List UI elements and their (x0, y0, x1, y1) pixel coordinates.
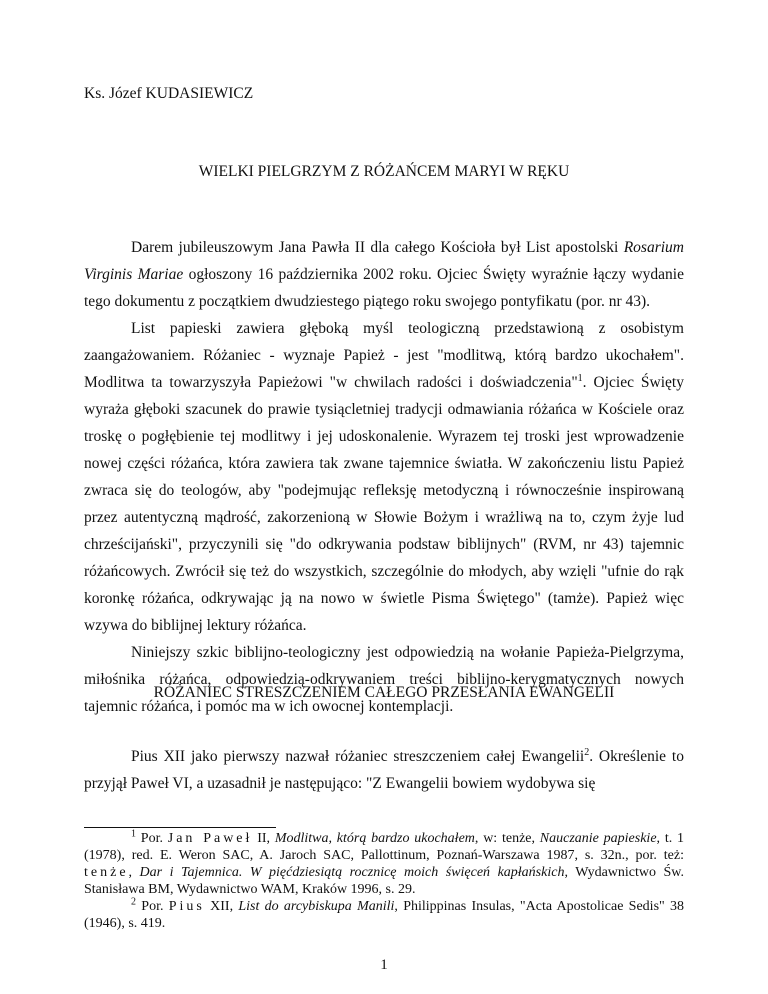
paragraph-2: List papieski zawiera głęboką myśl teologiczną przedstawioną z osobistym zaangażowaniem. Różaniec - wyznaje Papież - jest "modlitwą, którą bardzo ukochałem". Modlitwa ta towarzyszyła Papieżowi "w chwilach radości i doświadczenia"$^1$. Ojciec Święty wyraża głęboki szacunek do prawie tysiącletniej tradycji odmawiania różańca w Kościele oraz troskę o pogłębienie tej modlitwy i jej udoskonalenie. Wyrazem tej troski jest wprowadzenie nowej części różańca, która zawiera tak zwane tajemnice światła. W zakończeniu listu Papież zwraca się do teologów, aby "podejmując refleksję metodyczną i równocześnie inspirowaną przez autentyczną mądrość, zakorzenioną w Słowie Bożym i wrażliwą na to, czym żyje lud chrześcijański", przyczynili się "do odkrywania podstaw biblijnych" (RVM, nr 43) tajemnic różańcowych. Zwrócił się też do wszystkich, szczególnie do młodych, aby wzięli "ufnie do rąk koronkę różańca, odkrywając ją na nowo w świetle Pisma Świętego" (tamże). Papież więc wzywa do biblijnej lektury różańca. (84, 320, 684, 634)
footnote-ref-2[interactable]: 2 (584, 746, 590, 758)
intro-paragraphs (84, 234, 684, 720)
footnote-divider (84, 827, 276, 828)
footnote-2: $^2$ Por. Pius XII, List do arcybiskupa Manili, Philippinas Insulas, "Acta Apostolicae Sedis" 38 (1946), s. 419. (84, 896, 685, 931)
section-heading: RÓŻANIEC STRESZCZENIEM CAŁEGO PRZESŁANIA EWANGELII (153, 684, 615, 701)
article-title: WIELKI PIELGRZYM Z RÓŻAŃCEM MARYI W RĘKU (198, 163, 570, 180)
paragraph-4: Pius XII jako pierwszy nazwał różaniec streszczeniem całej Ewangelii$^2$. Określenie to przyjął Paweł VI, a uzasadnił je następująco: "Z Ewangelii bowiem wydobywa się (84, 746, 684, 792)
footnote-ref-1[interactable]: 1 (577, 372, 583, 384)
footnote-1: $^1$ Por. Jan Paweł II, Modlitwa, którą bardzo ukochałem, w: tenże, Nauczanie papieskie, t. 1 (1978), red. E. Weron SAC, A. Jaroch SAC, Pallottinum, Poznań-Warszawa 1987, s. 32n., por. też: tenże, Dar i Tajemnica. W pięćdziesiątą rocznicę moich święceń kapłańskich, Wydawnictwo Św. Stanisława BM, Wydawnictwo WAM, Kraków 1996, s. 29. (84, 828, 685, 897)
author-line: Ks. Józef KUDASIEWICZ (84, 85, 254, 102)
page-number: 1 (380, 957, 388, 973)
paragraph-1: Darem jubileuszowym Jana Pawła II dla całego Kościoła był List apostolski Rosarium Virginis Mariae ogłoszony 16 października 2002 roku. Ojciec Święty wyraźnie łączy wydanie tego dokumentu z początkiem dwudziestego piątego roku swojego pontyfikatu (por. nr 43). (84, 239, 684, 310)
paragraph-3: Niniejszy szkic biblijno-teologiczny jest odpowiedzią na wołanie Papieża-Pielgrzyma, miłośnika różańca, odpowiedzią-odkrywaniem treści biblijno-kerygmatycznych nowych tajemnic różańca, i pomóc ma w ich owocnej kontemplacji. (84, 644, 684, 715)
section-paragraphs (84, 743, 684, 797)
italic-title: Rosarium Virginis Mariae (84, 239, 684, 283)
footnotes (84, 830, 684, 932)
